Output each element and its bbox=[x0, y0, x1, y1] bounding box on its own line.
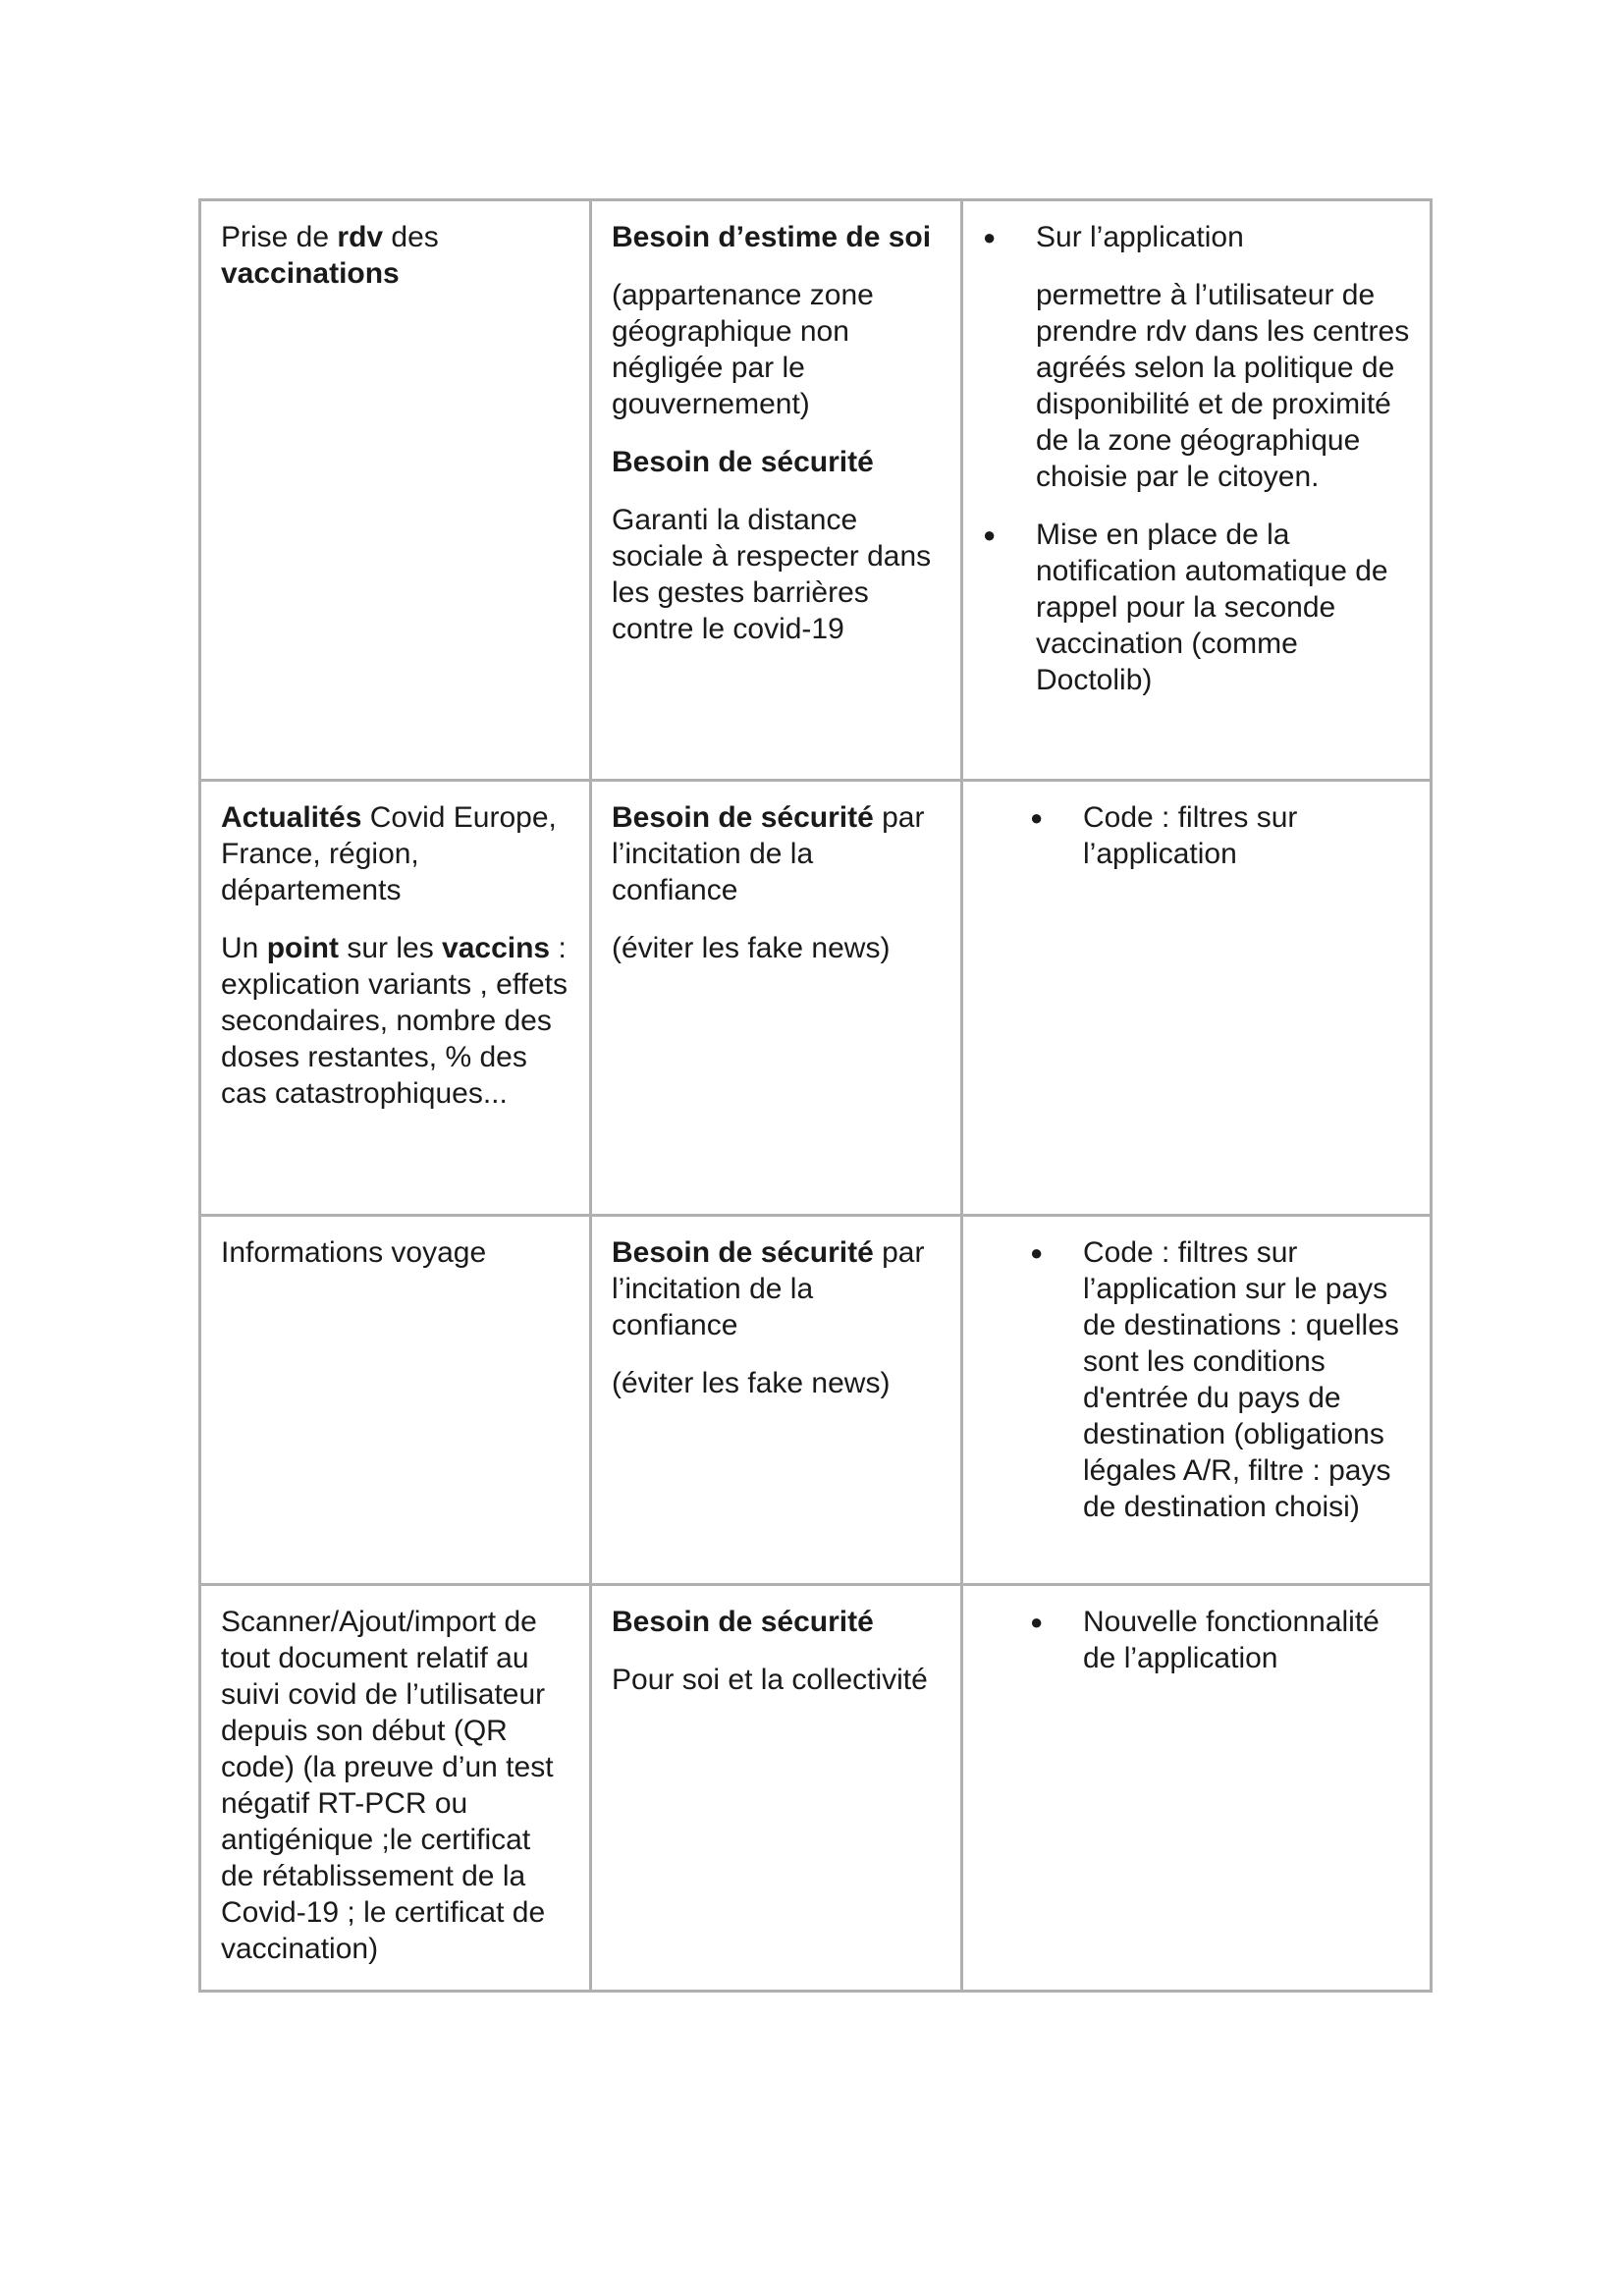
feature-text: Actualités Covid Europe, France, région, départements bbox=[221, 801, 557, 906]
solution-list bbox=[983, 219, 1410, 698]
list-item bbox=[983, 1604, 1410, 1676]
need-cell bbox=[591, 1585, 962, 1992]
solution-cell bbox=[962, 1585, 1432, 1992]
bullet-icon: ● bbox=[983, 522, 997, 547]
table-row bbox=[200, 1216, 1432, 1585]
bullet-icon: ● bbox=[1030, 1240, 1044, 1265]
list-item-text: permettre à l’utilisateur de prendre rdv dans les centres agréés selon la politique de disponibilité et de proximité de la zone géographique choisie par le citoyen. bbox=[1036, 279, 1410, 493]
feature-cell bbox=[200, 200, 591, 781]
solution-list bbox=[983, 1234, 1410, 1525]
list-item-text: Mise en place de la notification automatique de rappel pour la seconde vaccination (comme Doctolib) bbox=[1036, 519, 1388, 696]
list-item-text: Nouvelle fonctionnalité de l’application bbox=[1083, 1606, 1380, 1674]
needs-table bbox=[198, 198, 1433, 1993]
feature-cell bbox=[200, 781, 591, 1216]
solution-list bbox=[983, 799, 1410, 872]
need-text: (appartenance zone géographique non négligée par le gouvernement) bbox=[612, 279, 874, 420]
need-cell bbox=[591, 200, 962, 781]
need-heading: Besoin de sécurité par l’incitation de la confiance bbox=[612, 801, 925, 906]
list-item-title: Sur l’application bbox=[1036, 221, 1244, 253]
table-row bbox=[200, 781, 1432, 1216]
need-heading: Besoin de sécurité bbox=[612, 446, 874, 478]
feature-text: Scanner/Ajout/import de tout document relatif au suivi covid de l’utilisateur depuis son début (QR code) (la preuve d’un test négatif RT-PCR ou antigénique ;le certificat de rétablissement de la Covid-19 ; le certificat de vaccination) bbox=[221, 1606, 554, 1965]
need-text: Garanti la distance sociale à respecter dans les gestes barrières contre le covid-19 bbox=[612, 504, 932, 645]
solution-cell bbox=[962, 200, 1432, 781]
need-heading: Besoin de sécurité bbox=[612, 1606, 874, 1638]
list-item-text: Code : filtres sur l’application sur le pays de destinations : quelles sont les conditions d'entrée du pays de destination (obligations légales A/R, filtre : pays de destination choisi) bbox=[1083, 1236, 1399, 1523]
solution-cell bbox=[962, 1216, 1432, 1585]
need-heading: Besoin de sécurité par l’incitation de la confiance bbox=[612, 1236, 925, 1341]
list-item bbox=[983, 219, 1410, 495]
list-item bbox=[983, 1234, 1410, 1525]
table-row bbox=[200, 1585, 1432, 1992]
list-item bbox=[983, 517, 1410, 698]
feature-cell bbox=[200, 1585, 591, 1992]
bullet-icon: ● bbox=[1030, 1610, 1044, 1634]
table-row bbox=[200, 200, 1432, 781]
need-heading: Besoin d’estime de soi bbox=[612, 221, 932, 253]
list-item bbox=[983, 799, 1410, 872]
list-item-text: Code : filtres sur l’application bbox=[1083, 801, 1298, 870]
feature-text: Prise de rdv des vaccinations bbox=[221, 221, 439, 290]
feature-text: Un point sur les vaccins : explication variants , effets secondaires, nombre des doses restantes, % des cas catastrophiques... bbox=[221, 932, 568, 1110]
solution-list bbox=[983, 1604, 1410, 1676]
feature-text: Informations voyage bbox=[221, 1236, 487, 1269]
bullet-icon: ● bbox=[983, 225, 997, 249]
need-cell bbox=[591, 781, 962, 1216]
need-text: (éviter les fake news) bbox=[612, 932, 891, 964]
need-cell bbox=[591, 1216, 962, 1585]
need-text: (éviter les fake news) bbox=[612, 1367, 891, 1399]
bullet-icon: ● bbox=[1030, 805, 1044, 830]
solution-cell bbox=[962, 781, 1432, 1216]
feature-cell bbox=[200, 1216, 591, 1585]
need-text: Pour soi et la collectivité bbox=[612, 1664, 928, 1696]
